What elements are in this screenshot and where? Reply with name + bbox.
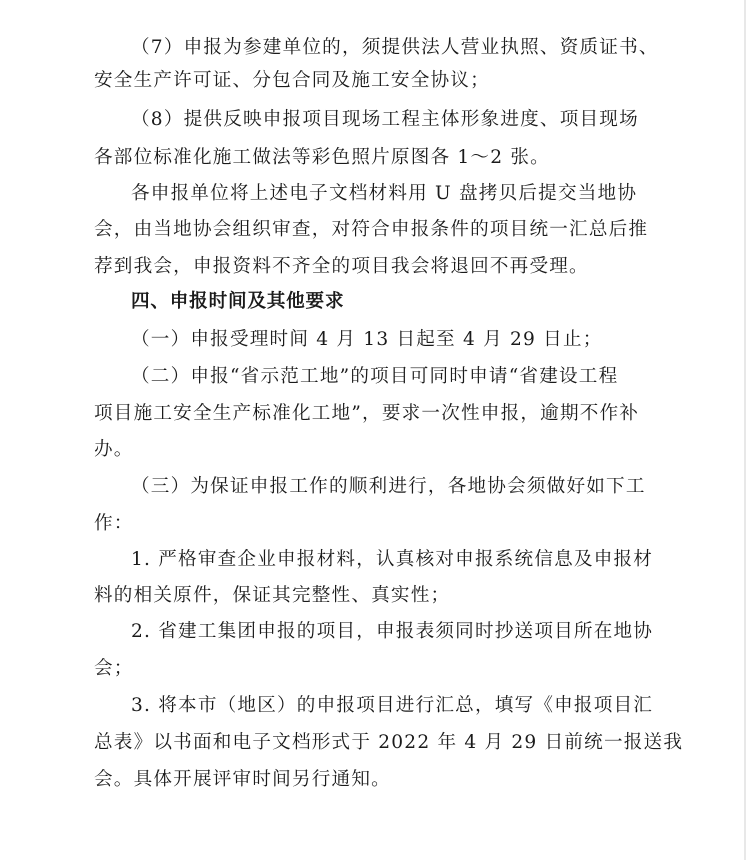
text-line: 各申报单位将上述电子文档材料用 U 盘拷贝后提交当地协 bbox=[131, 183, 638, 204]
text-line: 会； bbox=[94, 658, 134, 679]
text-line: 作： bbox=[94, 513, 134, 534]
text-line: 2. 省建工集团申报的项目，申报表须同时抄送项目所在地协 bbox=[131, 621, 654, 642]
text-line: 荐到我会，申报资料不齐全的项目我会将退回不再受理。 bbox=[94, 256, 589, 277]
text-line: 安全生产许可证、分包合同及施工安全协议； bbox=[94, 70, 490, 91]
text-line: （7）申报为参建单位的，须提供法人营业执照、资质证书、 bbox=[131, 37, 659, 58]
text-line: 项目施工安全生产标准化工地”，要求一次性申报，逾期不作补 bbox=[94, 403, 640, 424]
text-line: 1. 严格审查企业申报材料，认真核对申报系统信息及申报材 bbox=[131, 549, 654, 570]
text-line: 料的相关原件，保证其完整性、真实性； bbox=[94, 585, 451, 606]
text-line: 各部位标准化施工做法等彩色照片原图各 1～2 张。 bbox=[94, 147, 550, 168]
text-line: 3. 将本市（地区）的申报项目进行汇总，填写《申报项目汇 bbox=[131, 695, 654, 716]
text-line: 会，由当地协会组织审查，对符合申报条件的项目统一汇总后推 bbox=[94, 219, 649, 240]
text-line: （8）提供反映申报项目现场工程主体形象进度、项目现场 bbox=[131, 109, 639, 130]
section-heading: 四、申报时间及其他要求 bbox=[131, 291, 345, 312]
text-line: （三）为保证申报工作的顺利进行，各地协会须做好如下工 bbox=[131, 476, 646, 497]
text-line: 办。 bbox=[94, 439, 134, 460]
text-line: （一）申报受理时间 4 月 13 日起至 4 月 29 日止； bbox=[131, 329, 603, 350]
text-line: 会。具体开展评审时间另行通知。 bbox=[94, 769, 391, 790]
text-line: （二）申报“省示范工地”的项目可同时申请“省建设工程 bbox=[131, 366, 619, 387]
text-line: 总表》以书面和电子文档形式于 2022 年 4 月 29 日前统一报送我 bbox=[94, 732, 684, 753]
